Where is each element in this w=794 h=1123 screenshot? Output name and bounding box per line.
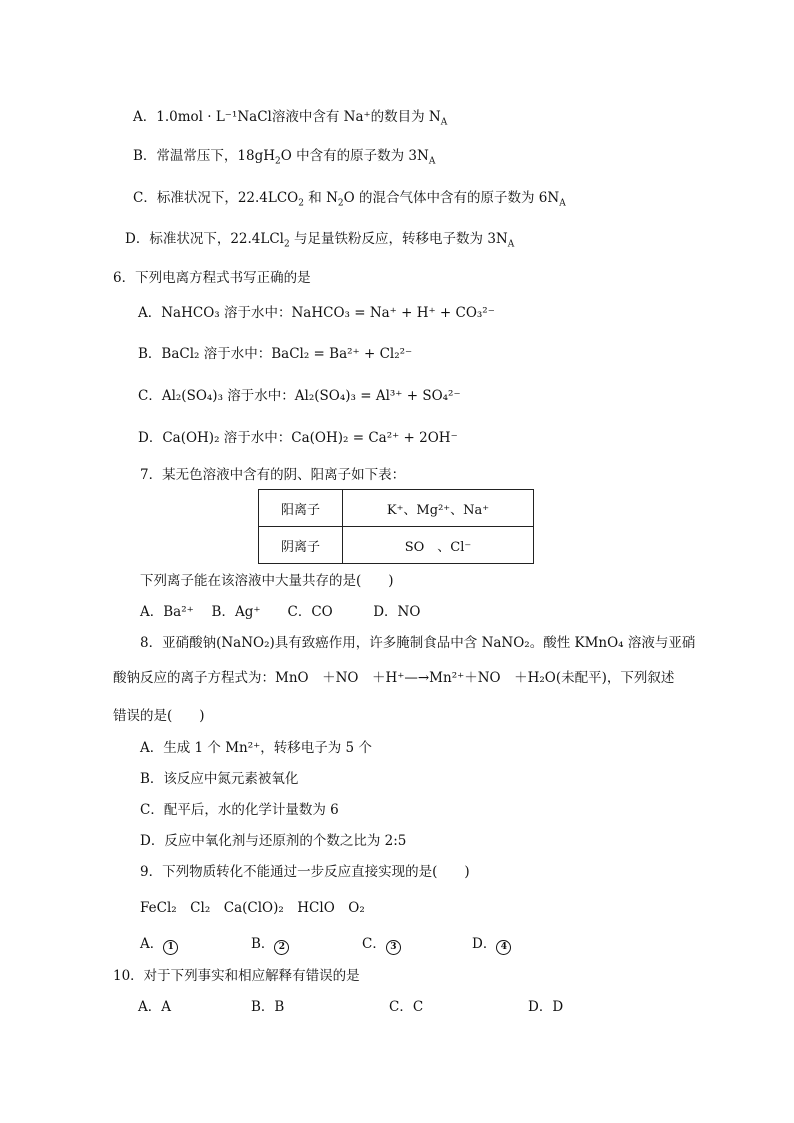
q9-option-c bbox=[362, 935, 401, 955]
q8-option-d: D．反应中氧化剂与还原剂的个数之比为 2:5 bbox=[140, 833, 407, 849]
q5-option-a-text: A．1.0mol · L⁻¹NaCl溶液中含有 Na⁺的数目为 N bbox=[133, 109, 441, 125]
q9-option-d-label: D． bbox=[472, 936, 497, 952]
q5-option-d-text: D．标准状况下，22.4LCl bbox=[125, 231, 284, 247]
circled-number-icon: 4 bbox=[496, 940, 511, 955]
q6-option-a: A．NaHCO₃ 溶于水中：NaHCO₃ = Na⁺ + H⁺ + CO₃²⁻ bbox=[138, 305, 495, 321]
ion-table bbox=[258, 489, 534, 564]
q5-option-d-rest: 与足量铁粉反应，转移电子数为 3N bbox=[289, 231, 508, 247]
q8-line2: 酸钠反应的离子方程式为：MnO ＋NO ＋H⁺—→Mn²⁺＋NO ＋H₂O(未配平)，下列叙述 bbox=[113, 670, 675, 686]
q8-line1: 8．亚硝酸钠(NaNO₂)具有致癌作用，许多腌制食品中含 NaNO₂。酸性 KMnO₄ 溶液与亚硝 bbox=[140, 635, 696, 651]
q9-stem: 9．下列物质转化不能通过一步反应直接实现的是( ) bbox=[140, 864, 470, 880]
q9-option-a bbox=[140, 935, 178, 955]
q6-option-d: D．Ca(OH)₂ 溶于水中：Ca(OH)₂ = Ca²⁺ + 2OH⁻ bbox=[138, 430, 458, 446]
q5-option-b-rest: O 中含有的原子数为 3N bbox=[280, 148, 429, 164]
q9-option-b-label: B． bbox=[251, 936, 275, 952]
q9-option-a-label: A． bbox=[140, 936, 164, 952]
q5-option-c-text: C．标准状况下，22.4LCO bbox=[133, 190, 299, 206]
q5-option-b: B．常温常压下，$18gH_2O$ 中含有的原子数为 $3N_A$ bbox=[133, 148, 436, 167]
q10-option-a: A．A bbox=[138, 999, 171, 1015]
q5-option-a-subscript: A bbox=[440, 117, 448, 128]
q10-option-d: D．D bbox=[528, 999, 564, 1015]
table-cell-value: K⁺、Mg²⁺、Na⁺ bbox=[343, 490, 534, 527]
q8-line3: 错误的是( ) bbox=[113, 708, 205, 724]
table-cell-label: 阳离子 bbox=[259, 490, 343, 527]
q5-option-c-rest1: 和 N bbox=[303, 190, 338, 206]
q5-option-c: C．标准状况下，$22.4LCO_2$ 和 $N_2O$ 的混合气体中含有的原子数为 $6N_A$ bbox=[133, 190, 566, 209]
table-row bbox=[259, 527, 534, 564]
q6-option-b: B．BaCl₂ 溶于水中：BaCl₂ = Ba²⁺ + Cl₂²⁻ bbox=[138, 346, 413, 362]
circled-number-icon: 2 bbox=[274, 940, 289, 955]
circled-number-icon: 1 bbox=[163, 940, 178, 955]
table-cell-label: 阴离子 bbox=[259, 527, 343, 564]
q9-chain: FeCl₂ Cl₂ Ca(ClO)₂ HClO O₂ bbox=[140, 900, 365, 916]
q9-option-c-label: C． bbox=[362, 936, 386, 952]
q10-option-c: C．C bbox=[389, 999, 424, 1015]
table-cell-value: SO 、Cl⁻ bbox=[343, 527, 534, 564]
table-row bbox=[259, 490, 534, 527]
q9-option-b bbox=[251, 935, 289, 955]
q8-option-c: C．配平后，水的化学计量数为 6 bbox=[140, 802, 339, 818]
q7-options: A．Ba²⁺ B．Ag⁺ C．CO D．NO bbox=[140, 604, 421, 620]
q5-option-d: D．标准状况下，22.4LCl$_2$ 与足量铁粉反应，转移电子数为 $3N_A$ bbox=[125, 231, 515, 250]
q8-option-a: A．生成 1 个 Mn²⁺，转移电子为 5 个 bbox=[140, 740, 372, 756]
q10-option-b: B．B bbox=[251, 999, 285, 1015]
circled-number-icon: 3 bbox=[386, 940, 401, 955]
q6-option-c: C．Al₂(SO₄)₃ 溶于水中：Al₂(SO₄)₃ = Al³⁺ + SO₄²⁻ bbox=[138, 388, 461, 404]
q5-option-c-rest2: O 的混合气体中含有的原子数为 6N bbox=[343, 190, 560, 206]
q7-stem: 7．某无色溶液中含有的阴、阳离子如下表： bbox=[140, 467, 406, 483]
q7-question: 下列离子能在该溶液中大量共存的是( ) bbox=[140, 573, 394, 589]
q5-option-a bbox=[133, 108, 447, 126]
q9-option-d bbox=[472, 935, 511, 955]
q10-stem: 10．对于下列事实和相应解释有错误的是 bbox=[113, 968, 360, 984]
q8-option-b: B．该反应中氮元素被氧化 bbox=[140, 771, 299, 787]
q6-stem: 6．下列电离方程式书写正确的是 bbox=[113, 270, 311, 286]
q5-option-b-text: B．常温常压下，18gH bbox=[133, 148, 276, 164]
